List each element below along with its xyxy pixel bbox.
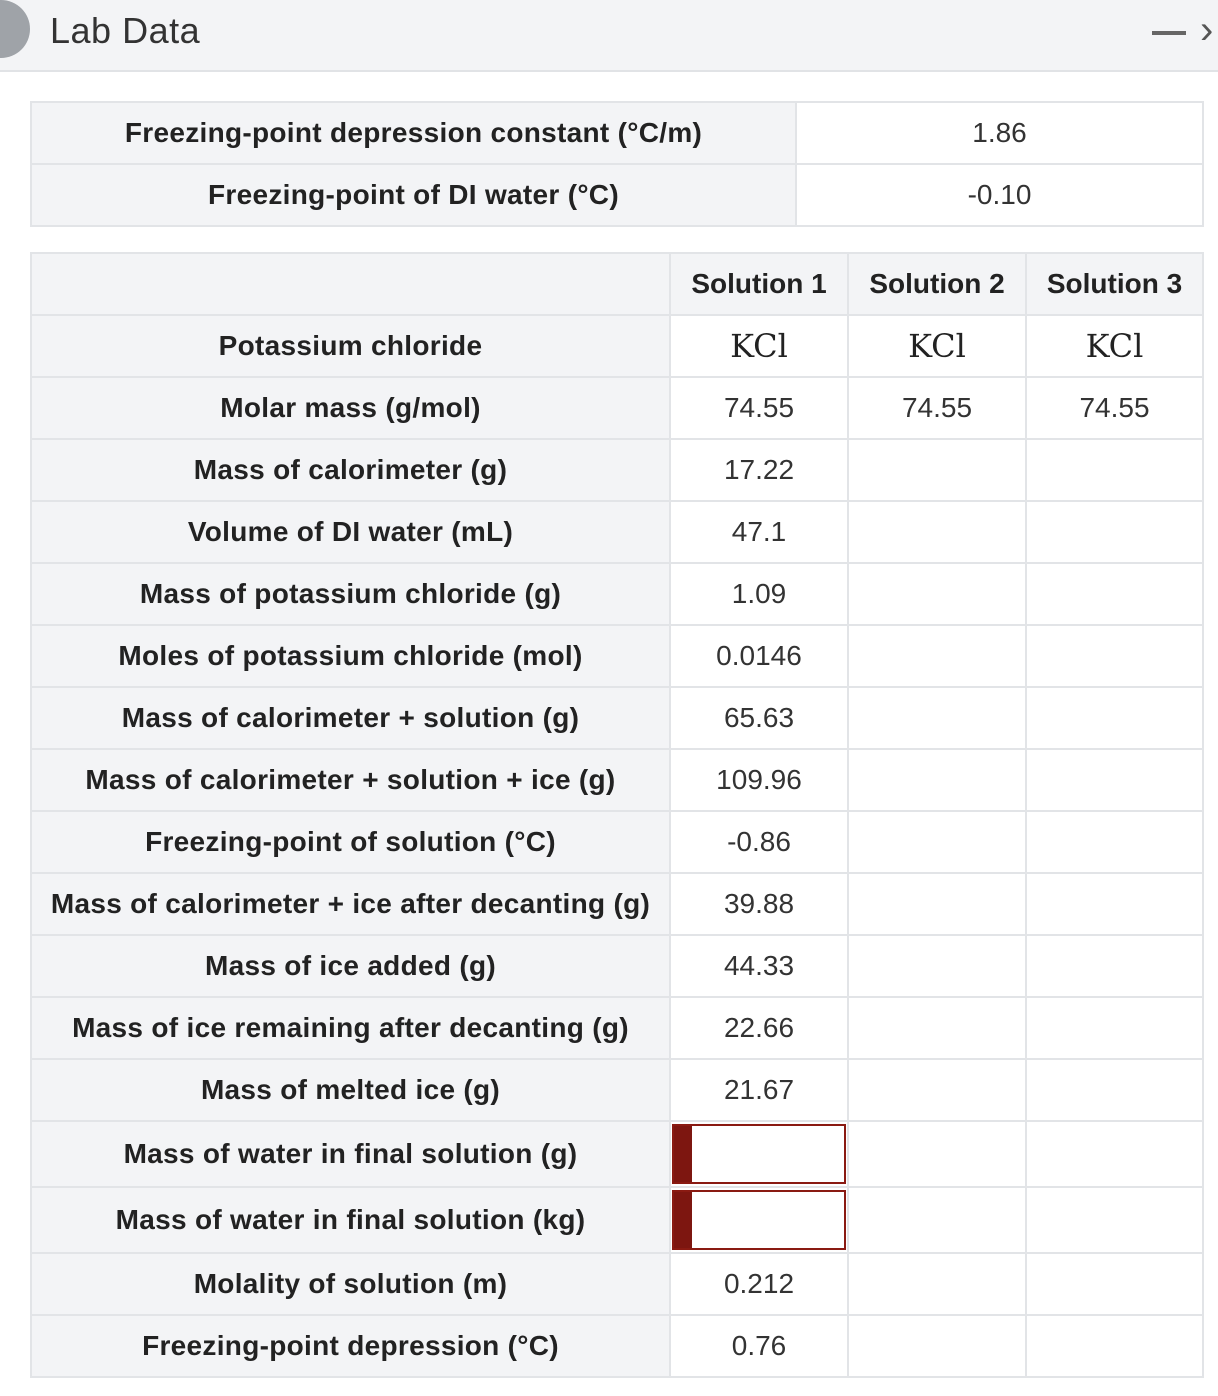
constant-label: Freezing-point of DI water (°C): [31, 164, 796, 226]
data-cell: [848, 1315, 1026, 1377]
data-cell: 0.212: [670, 1253, 848, 1315]
window-header: [0, 0, 1218, 72]
data-cell: -0.86: [670, 811, 848, 873]
data-cell: [848, 873, 1026, 935]
row-label: Mass of potassium chloride (g): [31, 563, 670, 625]
data-cell: [1026, 935, 1203, 997]
data-cell: 22.66: [670, 997, 848, 1059]
row-label: Mass of calorimeter + ice after decanting (g): [31, 873, 670, 935]
row-label: Mass of calorimeter (g): [31, 439, 670, 501]
row-label: Freezing-point depression (°C): [31, 1315, 670, 1377]
data-cell: [1026, 749, 1203, 811]
row-label: Mass of water in final solution (g): [31, 1121, 670, 1187]
table-row: [31, 1253, 1203, 1315]
data-cell: [848, 439, 1026, 501]
data-cell: [1026, 1059, 1203, 1121]
data-cell: [848, 1121, 1026, 1187]
row-label: Moles of potassium chloride (mol): [31, 625, 670, 687]
lab-data-table: [30, 252, 1204, 1378]
table-row: [31, 315, 1203, 377]
data-cell: [1026, 1187, 1203, 1253]
row-label: Mass of melted ice (g): [31, 1059, 670, 1121]
table-row: [31, 1121, 1203, 1187]
chevron-right-icon[interactable]: ›: [1200, 8, 1214, 52]
row-label: Volume of DI water (mL): [31, 501, 670, 563]
data-cell: 74.55: [848, 377, 1026, 439]
data-cell: [848, 501, 1026, 563]
data-cell: [848, 935, 1026, 997]
constant-value: 1.86: [796, 102, 1203, 164]
data-cell: [848, 811, 1026, 873]
data-cell: KCl: [670, 315, 848, 377]
data-cell: 39.88: [670, 873, 848, 935]
answer-input-box: [672, 1124, 846, 1184]
row-label: Mass of calorimeter + solution + ice (g): [31, 749, 670, 811]
row-label: Freezing-point of solution (°C): [31, 811, 670, 873]
data-cell: [1026, 563, 1203, 625]
data-cell: [1026, 501, 1203, 563]
table-row: [31, 563, 1203, 625]
table-row: [31, 811, 1203, 873]
data-cell: 17.22: [670, 439, 848, 501]
table-row: [31, 935, 1203, 997]
data-cell: KCl: [1026, 315, 1203, 377]
data-cell: [1026, 439, 1203, 501]
data-cell: 1.09: [670, 563, 848, 625]
table-row: [31, 439, 1203, 501]
data-cell: [848, 1253, 1026, 1315]
row-label: Potassium chloride: [31, 315, 670, 377]
constant-row: [31, 102, 1203, 164]
row-label: Molality of solution (m): [31, 1253, 670, 1315]
table-row: [31, 501, 1203, 563]
required-flag-icon: [674, 1192, 692, 1248]
column-header-solution-3: Solution 3: [1026, 253, 1203, 315]
answer-input[interactable]: [692, 1192, 844, 1248]
required-flag-icon: [674, 1126, 692, 1182]
data-cell: [1026, 1253, 1203, 1315]
data-cell: 21.67: [670, 1059, 848, 1121]
data-cell: 0.0146: [670, 625, 848, 687]
row-label: Mass of ice remaining after decanting (g): [31, 997, 670, 1059]
row-label: Molar mass (g/mol): [31, 377, 670, 439]
data-cell: [1026, 625, 1203, 687]
data-cell: [1026, 687, 1203, 749]
constant-label: Freezing-point depression constant (°C/m): [31, 102, 796, 164]
table-row: [31, 687, 1203, 749]
minimize-icon[interactable]: [1152, 31, 1186, 35]
data-cell: 44.33: [670, 935, 848, 997]
data-cell: 47.1: [670, 501, 848, 563]
data-cell: 74.55: [1026, 377, 1203, 439]
constants-table: [30, 101, 1204, 227]
column-header-solution-2: Solution 2: [848, 253, 1026, 315]
row-label: Mass of ice added (g): [31, 935, 670, 997]
table-row: [31, 997, 1203, 1059]
data-cell: [848, 563, 1026, 625]
data-cell: [848, 687, 1026, 749]
flask-icon: [0, 0, 30, 58]
data-cell: [848, 997, 1026, 1059]
data-cell: [1026, 873, 1203, 935]
table-row: [31, 625, 1203, 687]
answer-cell: [670, 1121, 848, 1187]
constant-row: [31, 164, 1203, 226]
row-label: Mass of water in final solution (kg): [31, 1187, 670, 1253]
answer-cell: [670, 1187, 848, 1253]
header-blank: [31, 253, 670, 315]
table-row: [31, 1187, 1203, 1253]
table-row: [31, 1315, 1203, 1377]
window-title: Lab Data: [50, 10, 201, 51]
table-row: [31, 1059, 1203, 1121]
data-cell: 65.63: [670, 687, 848, 749]
data-cell: [848, 1187, 1026, 1253]
data-cell: [1026, 997, 1203, 1059]
table-row: [31, 873, 1203, 935]
column-header-solution-1: Solution 1: [670, 253, 848, 315]
data-cell: [848, 625, 1026, 687]
data-cell: [1026, 1121, 1203, 1187]
data-cell: [1026, 811, 1203, 873]
table-row: [31, 377, 1203, 439]
data-cell: [1026, 1315, 1203, 1377]
answer-input[interactable]: [692, 1126, 844, 1182]
data-cell: 0.76: [670, 1315, 848, 1377]
table-row: [31, 749, 1203, 811]
constant-value: -0.10: [796, 164, 1203, 226]
answer-input-box: [672, 1190, 846, 1250]
data-cell: KCl: [848, 315, 1026, 377]
data-cell: [848, 749, 1026, 811]
data-cell: [848, 1059, 1026, 1121]
data-cell: 109.96: [670, 749, 848, 811]
row-label: Mass of calorimeter + solution (g): [31, 687, 670, 749]
data-cell: 74.55: [670, 377, 848, 439]
